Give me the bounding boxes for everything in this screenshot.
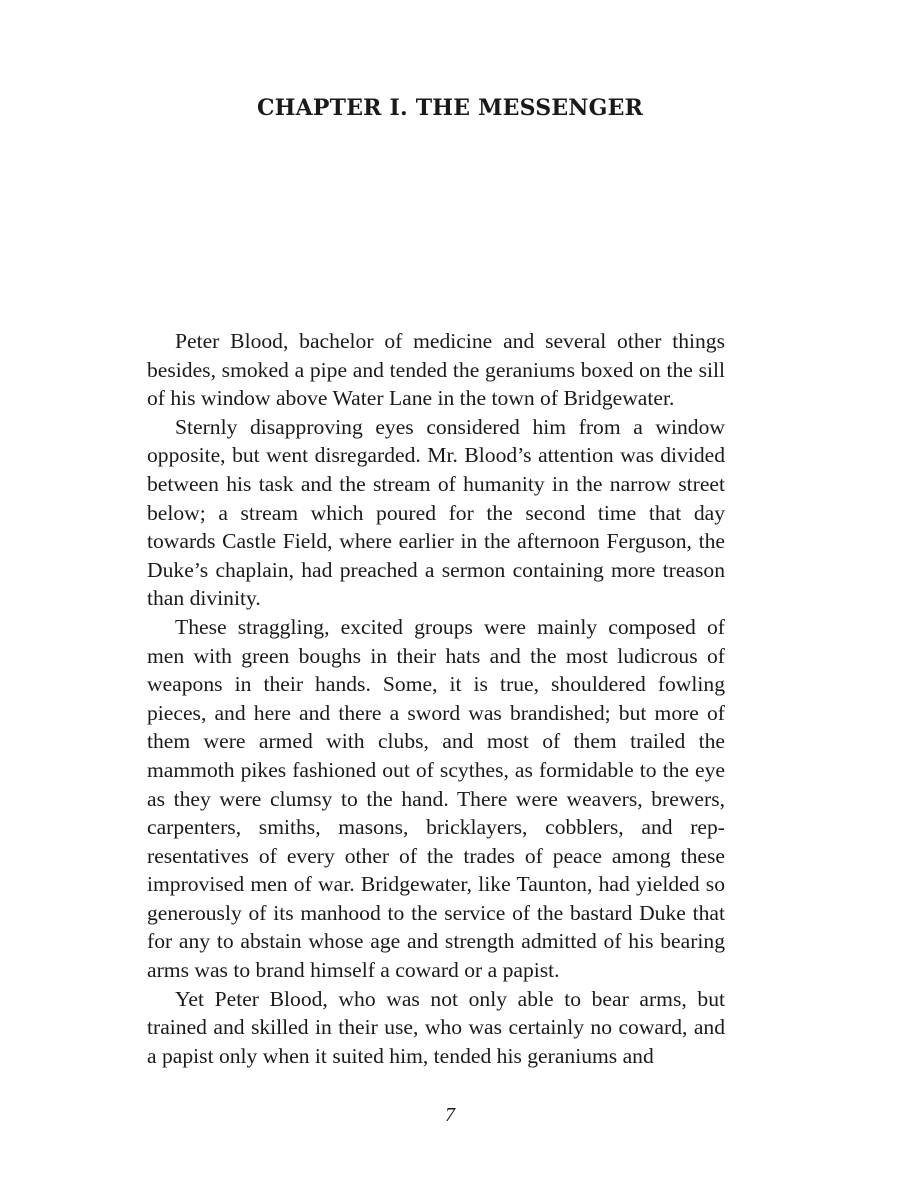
paragraph-4: Yet Peter Blood, who was not only able to bear arms, but trained and skilled in their use, who was certainly no coward, and a papist only when it suited him, tended his geraniums and bbox=[147, 986, 725, 1068]
paragraph-1: Peter Blood, bachelor of medicine and several other things besides, smoked a pipe and tended the geraniums boxed on the sill of his window above Water Lane in the town of Bridgewater. bbox=[147, 329, 725, 411]
chapter-title: CHAPTER I. THE MESSENGER bbox=[256, 95, 644, 121]
paragraph-3: These straggling, excited groups were mainly composed of men with green boughs in their hats and the most ludicrous of weapons in their hands. Some, it is true, shouldered fowling pieces, and here and there a sword was brandished; but more of them were armed with clubs, and most of them trailed the mammoth pikes fashioned out of scythes, as formidable to the eye as they were clumsy to the hand. There were weavers, brewers, carpenters, smiths, masons, bricklayers, cobblers, and representatives of every other of the trades of peace among these improvised men of war. Bridgewater, like Taunton, had yielded so generously of its manhood to the service of the bastard Duke that for any to abstain whose age and strength admitted of his bearing arms was to brand himself a coward or a papist. bbox=[147, 614, 725, 983]
paragraph-2: Sternly disapproving eyes considered him from a window opposite, but went disregarded. Mr. Blood’s attention was divided between his task and the stream of humanity in the narrow street below; a stream which poured for the second time that day towards Castle Field, where earlier in the afternoon Ferguson, the Duke’s chaplain, had preached a sermon containing more treason than divinity. bbox=[147, 414, 725, 611]
page-number: 7 bbox=[445, 1104, 455, 1126]
chapter-body bbox=[147, 327, 725, 1070]
